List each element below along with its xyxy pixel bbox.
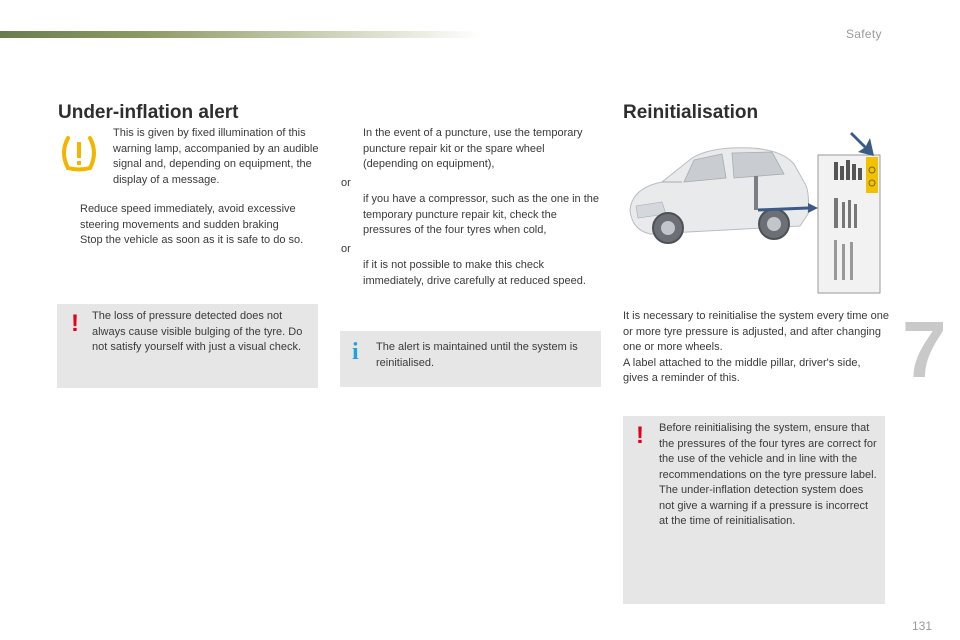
- list-item: [58, 202, 320, 233]
- list-item-text: if you have a compressor, such as the one in the temporary puncture repair kit, check the pressures of the four tyres when cold,: [363, 193, 600, 236]
- detection-limit-warning: The under-inflation detection system does not give a warning if a pressure is incorrect at the time of reinitialisation.: [659, 484, 869, 527]
- warning-lamp-description: This is given by fixed illumination of this warning lamp, accompanied by an audible signal and, depending on equipment, the display of a message.: [113, 127, 319, 186]
- reinitialisation-paragraph: It is necessary to reinitialise the system every time one or more tyre pressure is adjusted, and after changing one or more wheels.: [623, 310, 889, 353]
- label-reminder-paragraph: A label attached to the middle pillar, driver's side, gives a reminder of this.: [623, 356, 861, 384]
- vehicle-label-illustration: [622, 130, 884, 296]
- left-bullet-list: [58, 202, 320, 249]
- list-item: [341, 192, 601, 239]
- reinitialisation-title: Reinitialisation: [623, 102, 759, 123]
- bullet-icon: [58, 233, 80, 249]
- or-separator: or: [341, 242, 351, 255]
- pressure-loss-warning-box: [57, 304, 318, 388]
- alert-info-text: The alert is maintained until the system is reinitialised.: [376, 341, 578, 369]
- chapter-number: 7: [902, 305, 947, 394]
- section-title: Safety: [846, 27, 882, 41]
- list-item-text: In the event of a puncture, use the temporary puncture repair kit or the spare wheel (depending on equipment),: [363, 127, 583, 170]
- bullet-icon: [341, 192, 363, 239]
- or-separator: or: [341, 176, 351, 189]
- alert-info-box: [340, 331, 601, 387]
- list-item-text: Reduce speed immediately, avoid excessive steering movements and sudden braking: [80, 203, 296, 231]
- reinitialisation-warning-text: [659, 421, 877, 530]
- pressure-loss-warning-text: The loss of pressure detected does not always cause visible bulging of the tyre. Do not satisfy yourself with just a visual check.: [92, 310, 303, 353]
- middle-instructions: [341, 126, 601, 289]
- exclamation-icon: !: [71, 310, 79, 337]
- tyre-pressure-warning-icon: [58, 134, 100, 172]
- list-item: [58, 233, 320, 249]
- pressure-check-warning: Before reinitialising the system, ensure that the pressures of the four tyres are correct for the use of the vehicle and in line with the recommendations on the tyre pressure label.: [659, 422, 877, 481]
- bullet-icon: [341, 126, 363, 173]
- bullet-icon: [58, 202, 80, 233]
- bullet-icon: [341, 258, 363, 289]
- list-item-text: if it is not possible to make this check immediately, drive carefully at reduced speed.: [363, 259, 586, 287]
- info-icon: i: [352, 339, 359, 365]
- list-item: [341, 258, 601, 289]
- reinitialisation-warning-box: [623, 416, 885, 604]
- reinitialisation-text: [623, 309, 889, 387]
- under-inflation-title: Under-inflation alert: [58, 102, 239, 123]
- list-item: [341, 126, 601, 173]
- list-item-text: Stop the vehicle as soon as it is safe to do so.: [80, 234, 304, 246]
- header-accent-bar: [0, 31, 480, 38]
- exclamation-icon: !: [636, 422, 644, 449]
- page-number: 131: [912, 619, 933, 633]
